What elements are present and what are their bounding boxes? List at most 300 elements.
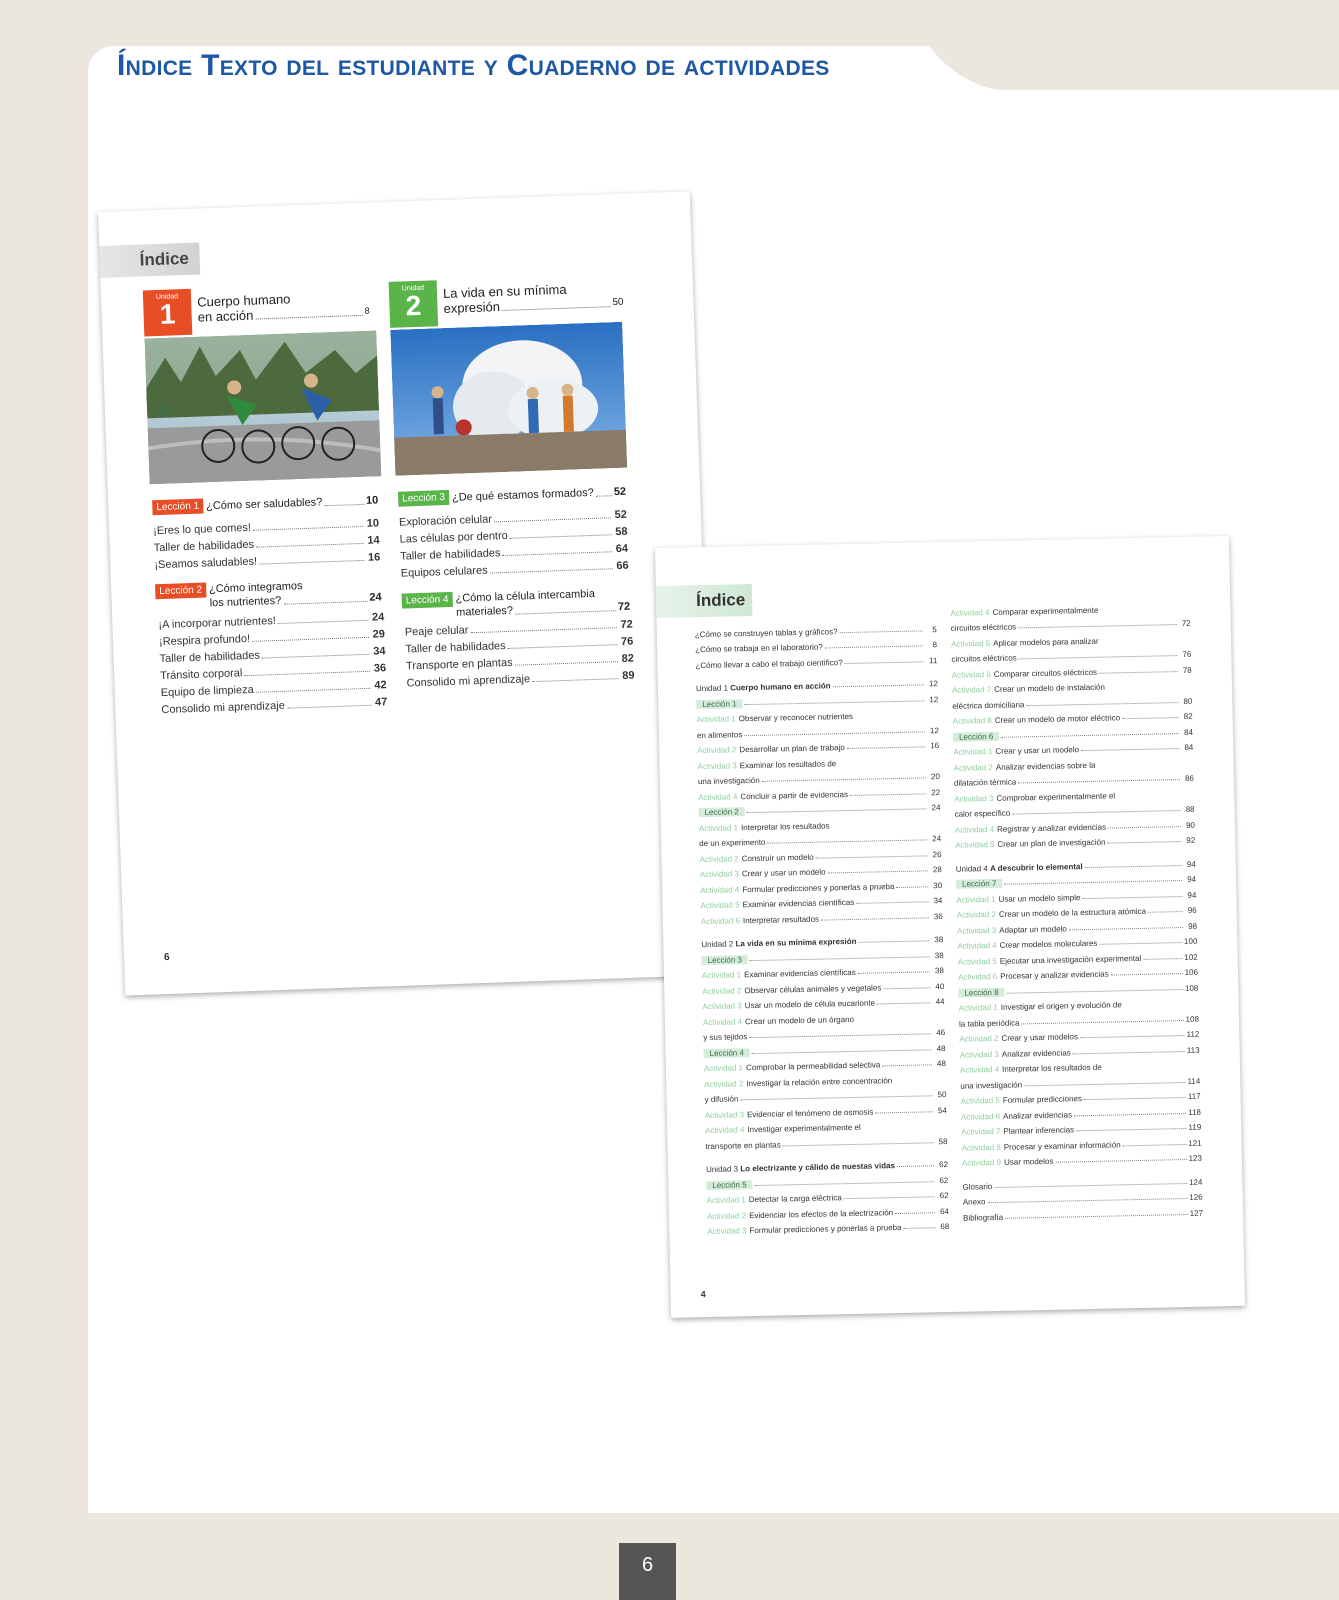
right-page-number: 4 (700, 1289, 706, 1300)
toc-entry-page: 106 (1184, 967, 1199, 977)
unit-label: Unidad 2 (701, 939, 736, 950)
book-page-right (655, 536, 1245, 1318)
toc-entry-page: 98 (1188, 921, 1198, 931)
toc-entry-title: ¡Seamos saludables! (154, 555, 258, 572)
toc-entry-page: 28 (932, 865, 942, 875)
unit-2-number: 2 (405, 289, 422, 322)
toc-dots (1099, 671, 1178, 674)
toc-entry-title (959, 1018, 1020, 1028)
toc-dots (897, 1165, 934, 1167)
unit-1-badge (143, 289, 193, 337)
activity-tag: Actividad 2 (953, 762, 993, 773)
entry-text: ¿Cómo se trabaja en el laboratorio? (695, 642, 823, 655)
entry-text: Crear un modelo de la estructura atómica (998, 906, 1147, 919)
unit-1-label: Unidad (155, 293, 179, 302)
entry-text: Analizar evidencias (1001, 1047, 1071, 1059)
entry-text: Investigar el origen y evolución de (1000, 1000, 1122, 1012)
toc-dots (850, 793, 926, 796)
entry-text: Observar células animales y vegetales (744, 982, 882, 995)
indice-label-right: Índice (656, 584, 753, 618)
lesson-4-tag: Lección 4 (402, 592, 453, 609)
indice-label: Índice (99, 242, 200, 277)
toc-dots (1073, 1051, 1185, 1054)
entry-text: Interpretar resultados (742, 914, 820, 925)
toc-entry-title: Peaje celular (404, 624, 469, 639)
toc-entry-page: 72 (620, 618, 633, 632)
toc-entry-title: Transporte en plantas (405, 656, 513, 673)
toc-entry-page: 14 (367, 534, 380, 547)
toc-entry-title (696, 699, 742, 709)
toc-entry-page: 50 (937, 1090, 947, 1100)
entry-text: en alimentos (696, 729, 743, 740)
toc-entry-page: 96 (1187, 905, 1197, 915)
entry-text: Formular predicciones y ponerlas a prueba (749, 1222, 902, 1236)
toc-entry-page: 62 (939, 1190, 949, 1201)
entry-text: Crear modelos moleculares (999, 938, 1098, 950)
entry-text: una investigación (960, 1079, 1023, 1091)
toc-entry-title (955, 809, 1011, 819)
activity-tag: Actividad 2 (704, 1078, 744, 1089)
unit-2-title: La vida en su mínima expresión 50 (442, 281, 624, 316)
toc-entry-page: 12 (928, 679, 938, 689)
lesson-3-tag: Lección 3 (398, 490, 449, 507)
unit-label: Unidad 4 (955, 863, 991, 874)
activity-tag: Actividad 6 (957, 971, 998, 982)
entry-text: Desarrollar un plan de trabajo (739, 743, 845, 755)
lesson-2-list (158, 606, 387, 716)
activity-tag: Actividad 1 (958, 1002, 998, 1013)
toc-entry-page: 121 (1188, 1138, 1202, 1148)
toc-entry-page: 34 (373, 645, 386, 658)
lesson-2-heading: Lección 2 ¿Cómo integramos los nutrientes? 24 (155, 576, 382, 612)
toc-dots (875, 1111, 933, 1113)
toc-entry-title (963, 1197, 986, 1206)
lesson-1-tag: Lección 1 (152, 499, 203, 516)
toc-entry-page: 68 (940, 1221, 950, 1232)
toc-dots (856, 901, 928, 904)
right-page-right-column (950, 597, 1203, 1222)
toc-dots (1055, 1159, 1186, 1163)
toc-entry-page: 24 (931, 803, 941, 813)
activity-tag: Actividad 3 (699, 869, 740, 880)
toc-entry-page: 86 (1184, 773, 1195, 783)
toc-entry-page: 89 (622, 669, 635, 682)
toc-dots (840, 630, 923, 633)
toc-entry-title: Exploración celular (398, 513, 493, 529)
lesson-tag: Lección 3 (702, 955, 748, 965)
entry-text: Registrar y analizar evidencias (997, 822, 1107, 834)
entry-text: Examinar evidencias científicas (742, 897, 855, 910)
lesson-4-list (404, 614, 634, 690)
toc-entry-title: Tránsito corporal (160, 667, 243, 683)
unit-label: Unidad 1 (695, 683, 731, 694)
entry-text: ¿Cómo llevar a cabo el trabajo científico? (695, 657, 843, 670)
toc-dots (883, 987, 930, 989)
lesson-1-list (153, 512, 381, 571)
toc-dots (1143, 958, 1182, 960)
entry-text: Analizar evidencias sobre la (995, 760, 1096, 772)
toc-entry-page: 48 (936, 1043, 946, 1053)
toc-dots (845, 661, 924, 664)
entry-text: y sus tejidos (703, 1032, 748, 1043)
toc-entry-page: 126 (1189, 1192, 1203, 1202)
entry-text: Crear un plan de investigación (997, 837, 1106, 849)
toc-dots (1005, 1213, 1188, 1218)
toc-dots (896, 886, 928, 888)
activity-tag: Actividad 4 (698, 791, 738, 802)
activity-tag: Actividad 8 (952, 715, 992, 726)
geysers-photo (390, 322, 627, 476)
entry-text: Usar un modelo simple (998, 892, 1081, 904)
toc-dots (833, 684, 924, 687)
toc-entry-title: Consolido mi aprendizaje (161, 699, 286, 717)
entry-text: Crear un modelo de instalación (994, 682, 1105, 694)
unit-name: Cuerpo humano en acción (730, 681, 831, 693)
activity-tag: Actividad 1 (701, 970, 742, 981)
entry-text: Concluir a partir de evidencias (740, 789, 849, 801)
unit-1-number: 1 (159, 298, 176, 330)
toc-entry-title (963, 1212, 1003, 1222)
entry-text: una investigación (697, 775, 760, 787)
page-title: Índice Texto del estudiante y Cuaderno de actividades (117, 49, 830, 82)
activity-tag: Actividad 1 (703, 1063, 744, 1074)
entry-text: Crear un modelo de un órgano (744, 1014, 855, 1026)
toc-entry-page: 52 (614, 508, 628, 522)
toc-entry-title: Las células por dentro (399, 529, 508, 546)
activity-tag: Actividad 3 (959, 1049, 999, 1060)
toc-entry-title (699, 838, 765, 848)
toc-entry-page: 47 (374, 696, 388, 709)
toc-dots (821, 917, 929, 920)
toc-entry-page: 36 (373, 662, 387, 675)
activity-tag: Actividad 1 (706, 1195, 746, 1206)
toc-entry-title (953, 731, 999, 741)
entry-text: Interpretar los resultados (740, 820, 830, 832)
activity-tag: Actividad 5 (960, 1095, 1000, 1106)
entry-text: circuitos eléctricos (950, 622, 1017, 633)
toc-dots (882, 1064, 932, 1066)
entry-text: circuitos eléctricos (951, 653, 1017, 664)
toc-entry-page: 10 (366, 517, 380, 530)
entry-text: Analizar evidencias (1003, 1109, 1073, 1121)
entry-text: eléctrica domiciliaria (952, 699, 1025, 711)
footer-page-number: 6 (619, 1543, 676, 1600)
toc-entry-page: 58 (615, 525, 628, 539)
toc-entry-page: 44 (935, 997, 945, 1007)
toc-entry-page: 94 (1187, 890, 1197, 900)
toc-entry-page: 90 (1185, 820, 1196, 830)
toc-entry-page: 16 (930, 741, 940, 751)
toc-dots (828, 870, 928, 873)
toc-entry-title: Consolido mi aprendizaje (406, 673, 531, 690)
toc-dots (1107, 841, 1181, 844)
toc-entry-page: 66 (616, 559, 629, 573)
toc-entry-page: 22 (931, 787, 941, 797)
entry-text: Crear un modelo de motor eléctrico (994, 713, 1121, 725)
toc-entry-page: 82 (1183, 711, 1193, 721)
toc-dots (844, 1196, 935, 1199)
entry-text: Observar y reconocer nutrientes (738, 711, 854, 724)
unit-name: La vida en su mínima expresión (735, 936, 857, 949)
activity-tag: Actividad 4 (700, 884, 740, 895)
toc-entry-page: 100 (1183, 936, 1198, 947)
lesson-tag: Lección 2 (698, 807, 744, 817)
toc-entry-page: 40 (935, 981, 945, 991)
toc-entry-title (698, 807, 744, 817)
toc-entry-title: Taller de habilidades (159, 649, 261, 666)
toc-entry-page: 5 (932, 624, 937, 634)
activity-tag: Actividad 3 (956, 925, 997, 936)
toc-dots (1148, 911, 1183, 913)
entry-text: Procesar y analizar evidencias (1000, 969, 1109, 981)
entry-text: Crear y usar modelos (1001, 1032, 1079, 1043)
toc-entry-page: 78 (1182, 665, 1192, 675)
toc-entry-page: 114 (1187, 1076, 1201, 1086)
activity-tag: Actividad 4 (954, 824, 995, 835)
toc-entry-page: 26 (932, 849, 942, 859)
entry-text: y difusión (704, 1094, 739, 1105)
activity-tag: Actividad 1 (698, 822, 739, 833)
toc-dots (895, 1212, 935, 1214)
toc-dots (1069, 927, 1183, 930)
toc-entry-page: 80 (1183, 696, 1193, 706)
toc-entry-title (706, 1180, 752, 1190)
activity-tag: Actividad 1 (956, 894, 996, 905)
toc-entry-title (951, 653, 1017, 663)
entry-text: Formular predicciones (1002, 1094, 1083, 1105)
toc-dots (904, 1227, 936, 1229)
entry-text: Procesar y examinar información (1003, 1139, 1121, 1152)
toc-entry-title: Equipo de limpieza (160, 683, 254, 700)
entry-text: Comparar circuitos eléctricos (993, 667, 1098, 679)
unit-2-page: 50 (612, 296, 624, 309)
right-page-left-column (695, 618, 950, 1236)
toc-entry-page: 20 (930, 772, 940, 782)
entry-text: de un experimento (699, 837, 766, 849)
unit-1-title: Cuerpo humano en acción 8 (196, 291, 370, 325)
toc-entry-page: 46 (936, 1028, 946, 1038)
activity-tag: Actividad 5 (700, 900, 740, 911)
toc-entry-page: 124 (1188, 1177, 1203, 1187)
entry-text: Usar un modelo de célula eucarionte (744, 998, 876, 1011)
toc-entry-title (962, 1182, 992, 1192)
toc-entry-page: 72 (1181, 618, 1191, 628)
toc-entry-page: 108 (1185, 1014, 1200, 1024)
entry-text: Evidenciar los efectos de la electrización (749, 1207, 894, 1220)
activity-tag: Actividad 3 (707, 1226, 747, 1237)
toc-entry-title (705, 1140, 780, 1151)
entry-text: Comprobar experimentalmente el (996, 790, 1116, 803)
toc-dots (1123, 1144, 1187, 1146)
lesson-tag: Lección 8 (958, 987, 1004, 997)
lesson-3-heading: Lección 3 ¿De qué estamos formados? 52 (398, 484, 626, 507)
toc-dots (287, 705, 371, 709)
entry-text: Aplicar modelos para analizar (993, 636, 1099, 648)
activity-tag: Actividad 7 (951, 684, 992, 695)
entry-text: Crear y usar un modelo (995, 745, 1080, 756)
toc-entry-title (956, 879, 1002, 889)
activity-tag: Actividad 1 (953, 746, 993, 757)
lesson-1-heading: Lección 1 ¿Cómo ser saludables? 10 (152, 492, 378, 515)
entry-text: Construir un modelo (741, 852, 814, 863)
toc-entry-page: 76 (620, 635, 634, 649)
toc-entry-page: 88 (1185, 804, 1195, 814)
toc-entry-title (952, 700, 1024, 711)
entry-text: dilatación térmica (953, 777, 1017, 788)
activity-tag: Actividad 6 (700, 915, 741, 926)
toc-dots (847, 746, 925, 749)
toc-entry-page: 84 (1184, 742, 1194, 752)
activity-tag: Actividad 4 (957, 940, 997, 951)
toc-entry-page: 58 (938, 1136, 948, 1146)
entry-text: Examinar los resultados de (739, 758, 837, 770)
activity-tag: Actividad 2 (699, 853, 739, 864)
toc-entry-page: 113 (1186, 1045, 1200, 1055)
toc-entry-page: 76 (1182, 649, 1192, 659)
toc-entry-title: Taller de habilidades (400, 547, 501, 563)
activity-tag: Actividad 5 (950, 638, 991, 649)
lesson-3-list (399, 504, 629, 580)
activity-tag: Actividad 4 (959, 1064, 1000, 1075)
lesson-2-tag: Lección 2 (155, 582, 206, 599)
toc-entry-title: ¡Respira profundo! (158, 632, 251, 649)
toc-dots (490, 568, 613, 573)
toc-entry-page: 8 (932, 640, 938, 650)
svg-text:#: # (156, 397, 170, 424)
activity-tag: Actividad 2 (702, 985, 742, 996)
activity-tag: Actividad 6 (960, 1111, 1001, 1122)
toc-entry-page: 24 (932, 834, 942, 844)
toc-entry-page: 12 (929, 725, 939, 735)
lesson-tag: Lección 5 (706, 1180, 752, 1190)
toc-dots (877, 1002, 931, 1004)
toc-entry-page: 42 (374, 679, 387, 692)
toc-entry-title (962, 1157, 1054, 1168)
toc-entry-page: 94 (1186, 859, 1196, 869)
toc-entry-title (960, 1080, 1022, 1090)
book-page-left (98, 191, 717, 995)
left-page-number: 6 (163, 951, 170, 964)
activity-tag: Actividad 6 (951, 669, 991, 680)
activity-tag: Actividad 2 (956, 909, 996, 920)
lesson-tag: Lección 4 (703, 1048, 749, 1058)
toc-entry-page: 117 (1187, 1091, 1201, 1101)
activity-tag: Actividad 2 (706, 1210, 747, 1221)
sheet-corner-cut (926, 40, 1339, 90)
toc-entry-page: 118 (1188, 1107, 1202, 1117)
activity-tag: Actividad 9 (961, 1157, 1002, 1168)
entry-text: Comprobar la permeabilidad selectiva (745, 1060, 881, 1073)
entry-text: calor específico (954, 808, 1011, 819)
activity-tag: Actividad 7 (961, 1126, 1001, 1137)
toc-entry-page: 94 (1187, 874, 1197, 884)
toc-entry-page: 38 (934, 966, 945, 976)
cyclists-photo (144, 330, 381, 484)
toc-entry-page: 16 (367, 551, 381, 564)
toc-entry-title (707, 1223, 901, 1236)
toc-entry-title: Taller de habilidades (153, 538, 255, 555)
activity-tag: Actividad 1 (696, 714, 736, 725)
toc-dots (816, 855, 928, 858)
toc-entry-page: 82 (621, 652, 635, 665)
toc-entry-page: 38 (934, 950, 944, 960)
toc-dots (259, 560, 364, 565)
toc-entry-page: 62 (938, 1160, 949, 1170)
toc-dots (1085, 865, 1182, 868)
toc-entry-page: 64 (615, 542, 629, 556)
toc-dots (1084, 1097, 1186, 1100)
toc-dots (858, 940, 929, 942)
activity-tag: Actividad 5 (955, 839, 995, 850)
unit-2-label: Unidad (401, 284, 425, 293)
entry-text: Interpretar los resultados de (1002, 1062, 1102, 1074)
toc-entry-page: 127 (1189, 1208, 1204, 1218)
toc-entry-page: 24 (371, 611, 385, 624)
toc-dots (1099, 942, 1182, 945)
activity-tag: Actividad 3 (704, 1109, 745, 1120)
unit-2-badge (389, 280, 439, 328)
entry-text: Usar modelos (1003, 1156, 1054, 1167)
entry-text: Plantear inferencias (1003, 1125, 1075, 1136)
entry-text: Crear y usar un modelo (741, 867, 826, 879)
toc-dots (1074, 1112, 1186, 1115)
toc-entry-page: 48 (936, 1059, 946, 1069)
entry-text: Detectar la carga eléctrica (748, 1193, 842, 1205)
unit-1-page: 8 (364, 305, 370, 316)
toc-entry-title (702, 955, 748, 965)
toc-entry-page: 112 (1186, 1029, 1200, 1039)
entry-text: Investigar la relación entre concentración (746, 1075, 893, 1088)
unit-label: Unidad 3 (705, 1164, 741, 1175)
activity-tag: Actividad 8 (961, 1142, 1001, 1153)
toc-dots (825, 645, 923, 648)
toc-entry-page: 11 (929, 655, 938, 665)
toc-entry-page: 92 (1186, 835, 1196, 845)
unit-name: Lo electrizante y cálido de nuestas vidas (740, 1161, 896, 1174)
toc-dots (1080, 1035, 1185, 1038)
entry-text: Adaptar un modelo (999, 923, 1067, 935)
toc-entry-page: 123 (1188, 1153, 1202, 1163)
toc-entry-page: 38 (934, 935, 944, 945)
entry-text: Formular predicciones y ponerlas a prueba (742, 881, 895, 894)
toc-entry-page: 108 (1184, 983, 1199, 993)
activity-tag: Actividad 2 (697, 745, 737, 756)
toc-entry-page: 34 (933, 896, 943, 906)
lesson-tag: Lección 7 (956, 879, 1002, 889)
toc-entry-title: Equipos celulares (400, 564, 488, 580)
toc-dots (1082, 896, 1182, 899)
activity-tag: Actividad 5 (957, 956, 997, 967)
entry-text: Examinar evidencias científicas (744, 967, 856, 980)
toc-dots (1108, 826, 1181, 829)
toc-entry-title: Taller de habilidades (405, 640, 506, 656)
toc-entry-title (954, 777, 1016, 787)
toc-dots (532, 678, 618, 682)
toc-entry-page: 36 (933, 911, 943, 921)
toc-entry-page: 12 (929, 694, 939, 704)
toc-entry-title (958, 987, 1004, 997)
toc-entry-title (697, 730, 743, 740)
toc-entry-page: 62 (939, 1175, 949, 1185)
toc-entry-page: 29 (372, 628, 386, 641)
activity-tag: Actividad 3 (702, 1001, 742, 1012)
entry-text: Bibliografía (962, 1212, 1004, 1223)
toc-dots (1122, 717, 1178, 719)
activity-tag: Actividad 3 (697, 760, 737, 771)
toc-entry-title (703, 1048, 749, 1058)
activity-tag: Actividad 4 (705, 1125, 745, 1136)
toc-entry-page: 30 (933, 880, 943, 890)
